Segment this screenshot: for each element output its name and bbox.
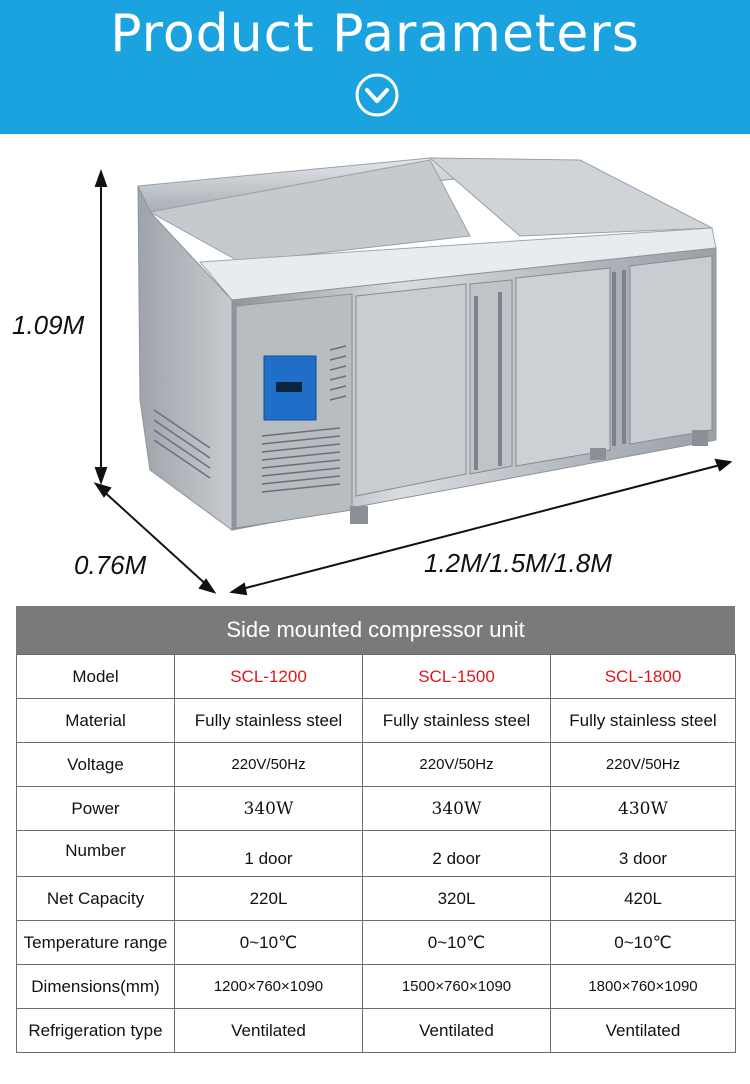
table-cell: 320L xyxy=(363,877,551,921)
row-label: Dimensions(mm) xyxy=(17,965,175,1009)
table-cell: 1200×760×1090 xyxy=(175,965,363,1009)
table-cell: 2 door xyxy=(363,831,551,877)
table-cell: 3 door xyxy=(551,831,736,877)
table-cell: 340W xyxy=(175,787,363,831)
table-cell: 340W xyxy=(363,787,551,831)
table-cell: 1500×760×1090 xyxy=(363,965,551,1009)
table-cell: Ventilated xyxy=(551,1009,736,1053)
table-row xyxy=(17,921,736,965)
table-row xyxy=(17,743,736,787)
table-cell: 220V/50Hz xyxy=(551,743,736,787)
chevron-down-circle-icon xyxy=(354,72,400,118)
table-cell: 0~10℃ xyxy=(551,921,736,965)
table-cell: 220V/50Hz xyxy=(363,743,551,787)
row-label: Net Capacity xyxy=(17,877,175,921)
row-label: Temperature range xyxy=(17,921,175,965)
table-row xyxy=(17,787,736,831)
table-row xyxy=(17,877,736,921)
table-cell: Fully stainless steel xyxy=(175,699,363,743)
page-title: Product Parameters xyxy=(110,4,640,64)
table-cell: 1 door xyxy=(175,831,363,877)
header-banner xyxy=(0,0,750,134)
model-cell: SCL-1200 xyxy=(175,655,363,699)
spec-table xyxy=(16,654,736,1053)
height-dimension: 1.09M xyxy=(12,310,85,340)
table-cell: 220V/50Hz xyxy=(175,743,363,787)
row-label: Power xyxy=(17,787,175,831)
table-row xyxy=(17,831,736,877)
table-cell: 0~10℃ xyxy=(363,921,551,965)
row-label: Voltage xyxy=(17,743,175,787)
length-dimension: 1.2M/1.5M/1.8M xyxy=(424,548,612,578)
table-title: Side mounted compressor unit xyxy=(16,606,735,654)
model-cell: SCL-1500 xyxy=(363,655,551,699)
table-cell: Fully stainless steel xyxy=(551,699,736,743)
table-row xyxy=(17,965,736,1009)
table-cell: Ventilated xyxy=(363,1009,551,1053)
table-cell: Fully stainless steel xyxy=(363,699,551,743)
row-label: Number xyxy=(17,831,175,877)
table-cell: 0~10℃ xyxy=(175,921,363,965)
table-cell: 1800×760×1090 xyxy=(551,965,736,1009)
depth-dimension: 0.76M xyxy=(74,550,147,580)
table-row xyxy=(17,699,736,743)
model-cell: SCL-1800 xyxy=(551,655,736,699)
refrigerator-illustration xyxy=(0,134,750,606)
row-label: Model xyxy=(17,655,175,699)
row-label: Refrigeration type xyxy=(17,1009,175,1053)
table-row xyxy=(17,1009,736,1053)
table-cell: 430W xyxy=(551,787,736,831)
product-image xyxy=(0,134,750,606)
table-cell: Ventilated xyxy=(175,1009,363,1053)
row-label: Material xyxy=(17,699,175,743)
table-cell: 420L xyxy=(551,877,736,921)
table-cell: 220L xyxy=(175,877,363,921)
table-row xyxy=(17,655,736,699)
